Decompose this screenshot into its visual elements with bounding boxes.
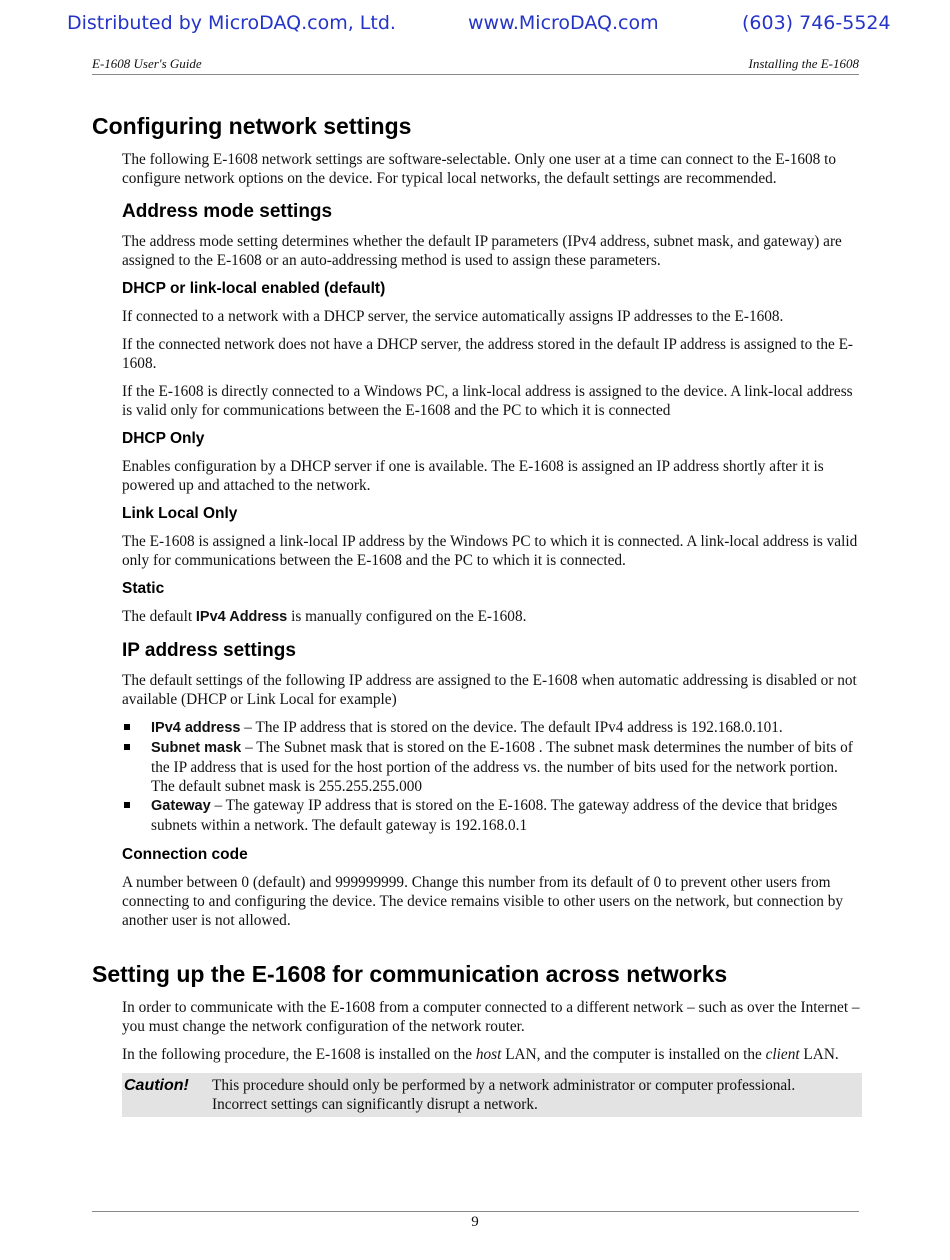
connection-code-paragraph: A number between 0 (default) and 999999999. Change this number from its default of 0 to prevent other users from connecting to and configuring the device. The device remains visible to other users on the network, but connection by another user is not allowed. (122, 874, 844, 929)
subheading-dhcp-link-local: DHCP or link-local enabled (default) (122, 280, 386, 297)
list-item-subnet (122, 738, 862, 796)
bullet-square-icon (124, 744, 130, 750)
static-text-pre: The default (122, 608, 196, 625)
section-heading-configuring-network: Configuring network settings (92, 113, 412, 139)
footer-divider (92, 1211, 859, 1212)
page-number: 9 (471, 1214, 479, 1230)
section-body-across-networks (122, 998, 862, 1117)
p2-client-word: client (765, 1046, 800, 1063)
term-subnet: Subnet mask (151, 740, 242, 756)
list-item-gateway (122, 796, 862, 835)
distributor-phone: (603) 746-5524 (742, 12, 891, 34)
distributor-url-link[interactable]: www.MicroDAQ.com (468, 12, 659, 34)
dhcp-link-local-paragraph-2: If the connected network does not have a DHCP server, the address stored in the default IP address is assigned to the E-1608. (122, 336, 854, 372)
subheading-address-mode: Address mode settings (122, 201, 333, 222)
ip-settings-list (122, 718, 862, 835)
running-header (92, 56, 859, 75)
header-chapter-title: Installing the E-1608 (748, 56, 859, 71)
subheading-link-local-only: Link Local Only (122, 505, 238, 522)
section-heading-across-networks: Setting up the E-1608 for communication across networks (92, 961, 728, 987)
p2-text-a: In the following procedure, the E-1608 is installed on the (122, 1046, 476, 1063)
desc-ipv4: – The IP address that is stored on the device. The default IPv4 address is 192.168.0.101. (240, 719, 783, 736)
subheading-ip-settings: IP address settings (122, 640, 296, 661)
dhcp-only-paragraph: Enables configuration by a DHCP server if one is available. The E-1608 is assigned an IP address shortly after it is powered up and attached to the network. (122, 458, 824, 494)
link-local-only-paragraph: The E-1608 is assigned a link-local IP address by the Windows PC to which it is connected. A link-local address is valid only for communications between the E-1608 and the PC to which it is connected. (122, 533, 858, 569)
desc-subnet: – The Subnet mask that is stored on the E-1608 . The subnet mask determines the number of bits of the IP address that is used for the host portion of the address vs. the number of bits used for the network portion. The default subnet mask is 255.255.255.000 (151, 739, 853, 795)
static-paragraph (122, 607, 862, 627)
subheading-dhcp-only: DHCP Only (122, 430, 205, 447)
across-networks-paragraph-1: In order to communicate with the E-1608 from a computer connected to a different network – such as over the Internet – you must change the network configuration of the network router. (122, 999, 860, 1035)
term-gateway: Gateway (151, 798, 211, 814)
dhcp-link-local-paragraph-1: If connected to a network with a DHCP server, the service automatically assigns IP addresses to the E-1608. (122, 308, 784, 325)
bullet-square-icon (124, 724, 130, 730)
bullet-square-icon (124, 802, 130, 808)
caution-label: Caution! (124, 1077, 189, 1094)
dhcp-link-local-paragraph-3: If the E-1608 is directly connected to a Windows PC, a link-local address is assigned to the device. A link-local address is valid only for communications between the E-1608 and the PC to which it is connected (122, 383, 853, 419)
p2-text-c: LAN. (799, 1046, 839, 1063)
page-content (92, 112, 862, 1117)
across-networks-paragraph-2 (122, 1045, 862, 1064)
p2-text-b: LAN, and the computer is installed on the (501, 1046, 766, 1063)
term-ipv4: IPv4 address (151, 720, 241, 736)
distributor-company: Distributed by MicroDAQ.com, Ltd. (67, 12, 396, 34)
intro-paragraph: The following E-1608 network settings are software-selectable. Only one user at a time can connect to the E-1608 to configure network options on the device. For typical local networks, the default settings are recommended. (122, 151, 837, 187)
caution-box (122, 1073, 862, 1117)
subheading-static: Static (122, 580, 165, 597)
static-text-post: is manually configured on the E-1608. (287, 608, 527, 625)
static-text-bold: IPv4 Address (195, 609, 288, 625)
caution-text: This procedure should only be performed by a network administrator or computer professional. Incorrect settings can significantly disrupt a network. (212, 1077, 796, 1113)
subheading-connection-code: Connection code (122, 846, 248, 863)
address-mode-paragraph: The address mode setting determines whether the default IP parameters (IPv4 address, subnet mask, and gateway) are assigned to the E-1608 or an auto-addressing method is used to assign these parameters. (122, 233, 842, 269)
section-body-configuring-network (122, 150, 862, 930)
p2-host-word: host (475, 1046, 502, 1063)
header-guide-title: E-1608 User's Guide (92, 56, 202, 71)
desc-gateway: – The gateway IP address that is stored on the E-1608. The gateway address of the device that bridges subnets within a network. The default gateway is 192.168.0.1 (151, 797, 838, 834)
list-item-ipv4 (122, 718, 862, 738)
distributor-banner (0, 10, 950, 40)
ip-settings-paragraph: The default settings of the following IP address are assigned to the E-1608 when automatic addressing is disabled or not available (DHCP or Link Local for example) (122, 672, 857, 708)
